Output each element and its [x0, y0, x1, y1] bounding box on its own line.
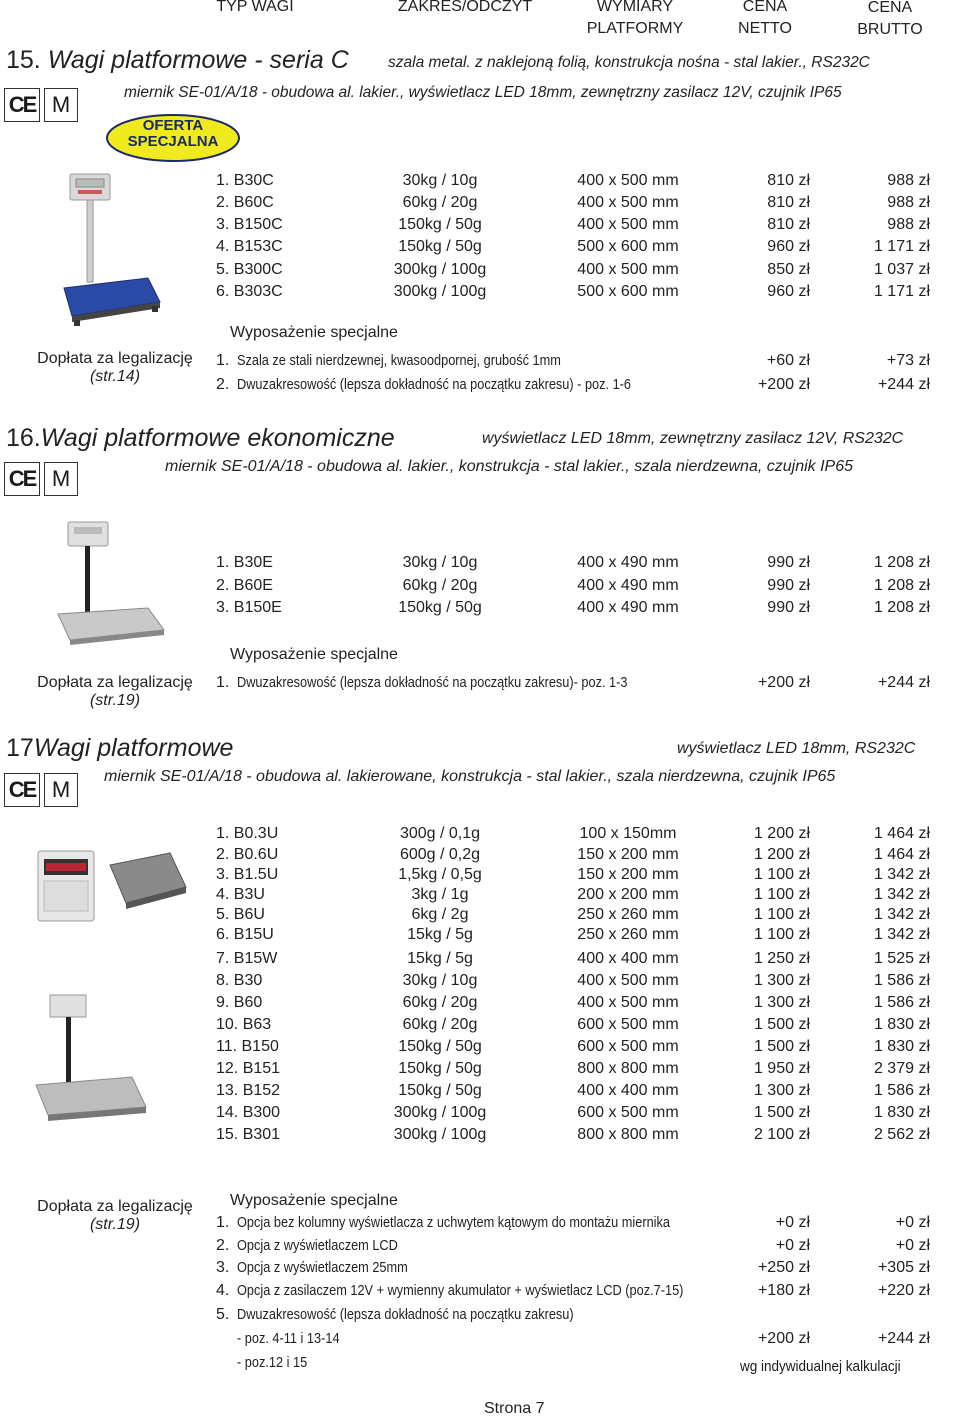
net-price-cell: 990 zł	[767, 554, 810, 571]
dimension-cell: 400 x 490 mm	[577, 577, 679, 594]
table-row	[0, 926, 960, 948]
product-name: 2. B60C	[216, 194, 274, 211]
ce-mark-icon: CE	[4, 773, 40, 807]
option-number: 2.	[216, 376, 230, 393]
option-text: - poz.12 i 15	[237, 1354, 308, 1371]
net-price-cell: 1 200 zł	[753, 825, 810, 842]
section-17-legal-note: Dopłata za legalizację (str.19)	[37, 1198, 193, 1233]
range-cell: 300kg / 100g	[393, 261, 487, 278]
product-name: 1. B0.3U	[216, 825, 279, 842]
dimension-cell: 400 x 500 mm	[577, 261, 679, 278]
range-cell: 60kg / 20g	[402, 994, 478, 1011]
option-row	[0, 352, 960, 374]
page-number: Strona 7	[484, 1400, 545, 1417]
range-cell: 15kg / 5g	[407, 926, 473, 943]
header-dim: WYMIARY PLATFORMY	[586, 0, 684, 37]
net-price-cell: 2 100 zł	[753, 1126, 810, 1143]
product-name: 6. B15U	[216, 926, 274, 943]
option-net-price: +200 zł	[757, 674, 810, 691]
range-cell: 30kg / 10g	[402, 972, 478, 989]
option-number: 2.	[216, 1237, 230, 1254]
net-price-cell: 850 zł	[767, 261, 810, 278]
product-name: 7. B15W	[216, 950, 278, 967]
option-text: Opcja z wyświetlaczem LCD	[237, 1237, 398, 1254]
option-text: Dwuzakresowość (lepsza dokładność na początku zakresu) - poz. 1-6	[237, 376, 632, 393]
net-price-cell: 990 zł	[767, 599, 810, 616]
net-price-cell: 810 zł	[767, 194, 810, 211]
section-16-legal-note: Dopłata za legalizację (str.19)	[37, 674, 193, 709]
special-offer-badge: OFERTA SPECJALNA	[104, 112, 242, 164]
dimension-cell: 200 x 200 mm	[577, 886, 679, 903]
net-price-cell: 1 100 zł	[753, 866, 810, 883]
range-cell: 600g / 0,2g	[399, 846, 481, 863]
option-text: Opcja z zasilaczem 12V + wymienny akumulator + wyświetlacz LCD (poz.7-15)	[237, 1282, 684, 1299]
option-row	[0, 1330, 960, 1352]
option-gross-price: +0 zł	[895, 1214, 930, 1231]
option-gross-price: +0 zł	[895, 1237, 930, 1254]
table-row	[0, 972, 960, 994]
range-cell: 150kg / 50g	[398, 1038, 482, 1055]
gross-price-cell: 2 379 zł	[873, 1060, 930, 1077]
gross-price-cell: 1 171 zł	[873, 283, 930, 300]
gross-price-cell: 1 586 zł	[873, 972, 930, 989]
dimension-cell: 400 x 400 mm	[577, 1082, 679, 1099]
table-row	[0, 1082, 960, 1104]
option-net-price: +60 zł	[766, 352, 810, 369]
product-name: 4. B3U	[216, 886, 265, 903]
option-text: Opcja z wyświetlaczem 25mm	[237, 1259, 408, 1276]
range-cell: 1,5kg / 0,5g	[398, 866, 482, 883]
net-price-cell: 960 zł	[767, 283, 810, 300]
section-16-title: 16.Wagi platformowe ekonomiczne	[6, 424, 395, 452]
option-text: Dwuzakresowość (lepsza dokładność na początku zakresu)- poz. 1-3	[237, 674, 628, 691]
dimension-cell: 400 x 490 mm	[577, 599, 679, 616]
table-row	[0, 216, 960, 238]
gross-price-cell: 2 562 zł	[873, 1126, 930, 1143]
table-row	[0, 261, 960, 283]
dimension-cell: 400 x 500 mm	[577, 972, 679, 989]
range-cell: 60kg / 20g	[402, 1016, 478, 1033]
range-cell: 300kg / 100g	[393, 283, 487, 300]
m-mark-icon: M	[44, 88, 78, 122]
product-name: 13. B152	[216, 1082, 281, 1099]
dimension-cell: 400 x 500 mm	[577, 194, 679, 211]
table-row	[0, 1104, 960, 1126]
net-price-cell: 1 250 zł	[753, 950, 810, 967]
product-name: 9. B60	[216, 994, 263, 1011]
header-gross: CENA BRUTTO	[857, 0, 923, 38]
net-price-cell: 990 zł	[767, 577, 810, 594]
gross-price-cell: 1 208 zł	[873, 577, 930, 594]
dimension-cell: 800 x 800 mm	[577, 1060, 679, 1077]
gross-price-cell: 1 208 zł	[873, 554, 930, 571]
gross-price-cell: 1 586 zł	[873, 994, 930, 1011]
dimension-cell: 600 x 500 mm	[577, 1016, 679, 1033]
net-price-cell: 1 300 zł	[753, 972, 810, 989]
range-cell: 150kg / 50g	[398, 216, 482, 233]
table-row	[0, 172, 960, 194]
range-cell: 30kg / 10g	[402, 172, 478, 189]
dimension-cell: 400 x 500 mm	[577, 994, 679, 1011]
option-gross-price: +244 zł	[877, 1330, 930, 1347]
table-row	[0, 846, 960, 868]
table-row	[0, 906, 960, 928]
table-row	[0, 194, 960, 216]
table-row	[0, 825, 960, 847]
table-row	[0, 1060, 960, 1082]
cert-marks	[4, 773, 80, 807]
product-name: 3. B150E	[216, 599, 282, 616]
individual-calculation-note: wg indywidualnej kalkulacji	[740, 1358, 901, 1375]
product-name: 2. B0.6U	[216, 846, 279, 863]
gross-price-cell: 1 342 zł	[873, 886, 930, 903]
product-name: 12. B151	[216, 1060, 281, 1077]
gross-price-cell: 1 342 zł	[873, 906, 930, 923]
product-name: 1. B30C	[216, 172, 274, 189]
cert-marks	[4, 88, 80, 122]
section-17-desc1: wyświetlacz LED 18mm, RS232C	[677, 740, 916, 757]
option-number: 3.	[216, 1259, 230, 1276]
section-17-equip-title: Wyposażenie specjalne	[230, 1192, 398, 1209]
gross-price-cell: 1 171 zł	[873, 238, 930, 255]
section-16-desc2: miernik SE-01/A/18 - obudowa al. lakier., konstrukcja - stal lakier., szala nierdzewna, czujnik IP65	[165, 458, 854, 475]
option-text: Dwuzakresowość (lepsza dokładność na początku zakresu)	[237, 1306, 574, 1323]
product-name: 1. B30E	[216, 554, 273, 571]
option-number: 1.	[216, 674, 230, 691]
range-cell: 60kg / 20g	[402, 194, 478, 211]
option-gross-price: +244 zł	[877, 674, 930, 691]
dimension-cell: 500 x 600 mm	[577, 238, 679, 255]
header-type: TYP WAGI	[216, 0, 294, 15]
range-cell: 30kg / 10g	[402, 554, 478, 571]
table-row	[0, 554, 960, 576]
range-cell: 60kg / 20g	[402, 577, 478, 594]
dimension-cell: 400 x 500 mm	[577, 216, 679, 233]
section-16-desc1: wyświetlacz LED 18mm, zewnętrzny zasilacz 12V, RS232C	[482, 430, 904, 447]
net-price-cell: 810 zł	[767, 216, 810, 233]
option-net-price: +0 zł	[775, 1237, 810, 1254]
table-row	[0, 866, 960, 888]
product-name: 11. B150	[216, 1038, 279, 1055]
option-row	[0, 1282, 960, 1304]
ce-mark-icon: CE	[4, 88, 40, 122]
gross-price-cell: 1 464 zł	[873, 825, 930, 842]
range-cell: 150kg / 50g	[398, 599, 482, 616]
option-gross-price: +73 zł	[886, 352, 930, 369]
gross-price-cell: 1 464 zł	[873, 846, 930, 863]
option-gross-price: +244 zł	[877, 376, 930, 393]
option-net-price: +200 zł	[757, 376, 810, 393]
option-row	[0, 1306, 960, 1328]
gross-price-cell: 988 zł	[887, 194, 930, 211]
product-name: 6. B303C	[216, 283, 283, 300]
product-name: 5. B6U	[216, 906, 265, 923]
range-cell: 15kg / 5g	[407, 950, 473, 967]
product-name: 14. B300	[216, 1104, 281, 1121]
net-price-cell: 1 500 zł	[753, 1038, 810, 1055]
net-price-cell: 1 100 zł	[753, 886, 810, 903]
net-price-cell: 960 zł	[767, 238, 810, 255]
product-name: 4. B153C	[216, 238, 283, 255]
option-number: 1.	[216, 1214, 230, 1231]
section-15-desc2: miernik SE-01/A/18 - obudowa al. lakier., wyświetlacz LED 18mm, zewnętrzny zasilacz 12V, czujnik IP65	[124, 84, 842, 101]
option-number: 1.	[216, 352, 230, 369]
net-price-cell: 1 300 zł	[753, 1082, 810, 1099]
option-number: 5.	[216, 1306, 230, 1323]
net-price-cell: 810 zł	[767, 172, 810, 189]
product-name: 2. B60E	[216, 577, 273, 594]
gross-price-cell: 1 830 zł	[873, 1016, 930, 1033]
range-cell: 150kg / 50g	[398, 238, 482, 255]
dimension-cell: 400 x 400 mm	[577, 950, 679, 967]
dimension-cell: 400 x 500 mm	[577, 172, 679, 189]
m-mark-icon: M	[44, 773, 78, 807]
range-cell: 150kg / 50g	[398, 1082, 482, 1099]
product-name: 15. B301	[216, 1126, 281, 1143]
section-15-desc1: szala metal. z naklejoną folią, konstrukcja nośna - stal lakier., RS232C	[388, 54, 870, 71]
dimension-cell: 100 x 150mm	[579, 825, 677, 842]
table-row	[0, 1126, 960, 1148]
option-row	[0, 376, 960, 398]
option-net-price: +180 zł	[757, 1282, 810, 1299]
table-row	[0, 950, 960, 972]
m-mark-icon: M	[44, 462, 78, 496]
gross-price-cell: 1 037 zł	[873, 261, 930, 278]
net-price-cell: 1 200 zł	[753, 846, 810, 863]
range-cell: 300kg / 100g	[393, 1126, 487, 1143]
gross-price-cell: 1 586 zł	[873, 1082, 930, 1099]
product-name: 3. B150C	[216, 216, 283, 233]
net-price-cell: 1 500 zł	[753, 1104, 810, 1121]
table-row	[0, 238, 960, 260]
option-row	[0, 1259, 960, 1281]
dimension-cell: 600 x 500 mm	[577, 1038, 679, 1055]
dimension-cell: 800 x 800 mm	[577, 1126, 679, 1143]
section-17-desc2: miernik SE-01/A/18 - obudowa al. lakierowane, konstrukcja - stal lakier., szala nierdzewna, czujnik IP65	[104, 768, 836, 785]
net-price-cell: 1 500 zł	[753, 1016, 810, 1033]
gross-price-cell: 988 zł	[887, 172, 930, 189]
option-net-price: +250 zł	[757, 1259, 810, 1276]
range-cell: 3kg / 1g	[411, 886, 469, 903]
option-row	[0, 1214, 960, 1236]
dimension-cell: 400 x 490 mm	[577, 554, 679, 571]
option-text: Szala ze stali nierdzewnej, kwasoodpornej, grubość 1mm	[237, 352, 561, 369]
table-row	[0, 599, 960, 621]
product-name: 8. B30	[216, 972, 263, 989]
dimension-cell: 600 x 500 mm	[577, 1104, 679, 1121]
option-net-price: +200 zł	[757, 1330, 810, 1347]
gross-price-cell: 1 830 zł	[873, 1038, 930, 1055]
cert-marks	[4, 462, 80, 496]
table-row	[0, 886, 960, 908]
section-17-title: 17Wagi platformowe	[6, 734, 234, 762]
gross-price-cell: 1 830 zł	[873, 1104, 930, 1121]
ce-mark-icon: CE	[4, 462, 40, 496]
net-price-cell: 1 300 zł	[753, 994, 810, 1011]
dimension-cell: 250 x 260 mm	[577, 906, 679, 923]
gross-price-cell: 1 208 zł	[873, 599, 930, 616]
option-text: - poz. 4-11 i 13-14	[237, 1330, 340, 1347]
table-row	[0, 994, 960, 1016]
option-gross-price: +220 zł	[877, 1282, 930, 1299]
table-row	[0, 283, 960, 305]
range-cell: 6kg / 2g	[411, 906, 469, 923]
product-name: 5. B300C	[216, 261, 283, 278]
dimension-cell: 500 x 600 mm	[577, 283, 679, 300]
section-15-equip-title: Wyposażenie specjalne	[230, 324, 398, 341]
net-price-cell: 1 950 zł	[753, 1060, 810, 1077]
option-text: Opcja bez kolumny wyświetlacza z uchwytem kątowym do montażu miernika	[237, 1214, 670, 1231]
gross-price-cell: 1 342 zł	[873, 926, 930, 943]
gross-price-cell: 1 525 zł	[873, 950, 930, 967]
option-row	[0, 674, 960, 696]
option-gross-price: +305 zł	[877, 1259, 930, 1276]
range-cell: 150kg / 50g	[398, 1060, 482, 1077]
option-net-price: +0 zł	[775, 1214, 810, 1231]
option-number: 4.	[216, 1282, 230, 1299]
dimension-cell: 150 x 200 mm	[577, 866, 679, 883]
net-price-cell: 1 100 zł	[753, 906, 810, 923]
range-cell: 300g / 0,1g	[399, 825, 481, 842]
dimension-cell: 150 x 200 mm	[577, 846, 679, 863]
section-15-title: 15. Wagi platformowe - seria C	[6, 46, 349, 74]
gross-price-cell: 988 zł	[887, 216, 930, 233]
dimension-cell: 250 x 260 mm	[577, 926, 679, 943]
table-row	[0, 1016, 960, 1038]
table-row	[0, 1038, 960, 1060]
header-net: CENA NETTO	[738, 0, 792, 37]
net-price-cell: 1 100 zł	[753, 926, 810, 943]
product-name: 3. B1.5U	[216, 866, 279, 883]
gross-price-cell: 1 342 zł	[873, 866, 930, 883]
table-row	[0, 577, 960, 599]
product-name: 10. B63	[216, 1016, 272, 1033]
section-16-equip-title: Wyposażenie specjalne	[230, 646, 398, 663]
range-cell: 300kg / 100g	[393, 1104, 487, 1121]
option-row	[0, 1237, 960, 1259]
header-range: ZAKRES/ODCZYT	[397, 0, 533, 15]
section-15-legal-note: Dopłata za legalizację (str.14)	[37, 350, 193, 385]
